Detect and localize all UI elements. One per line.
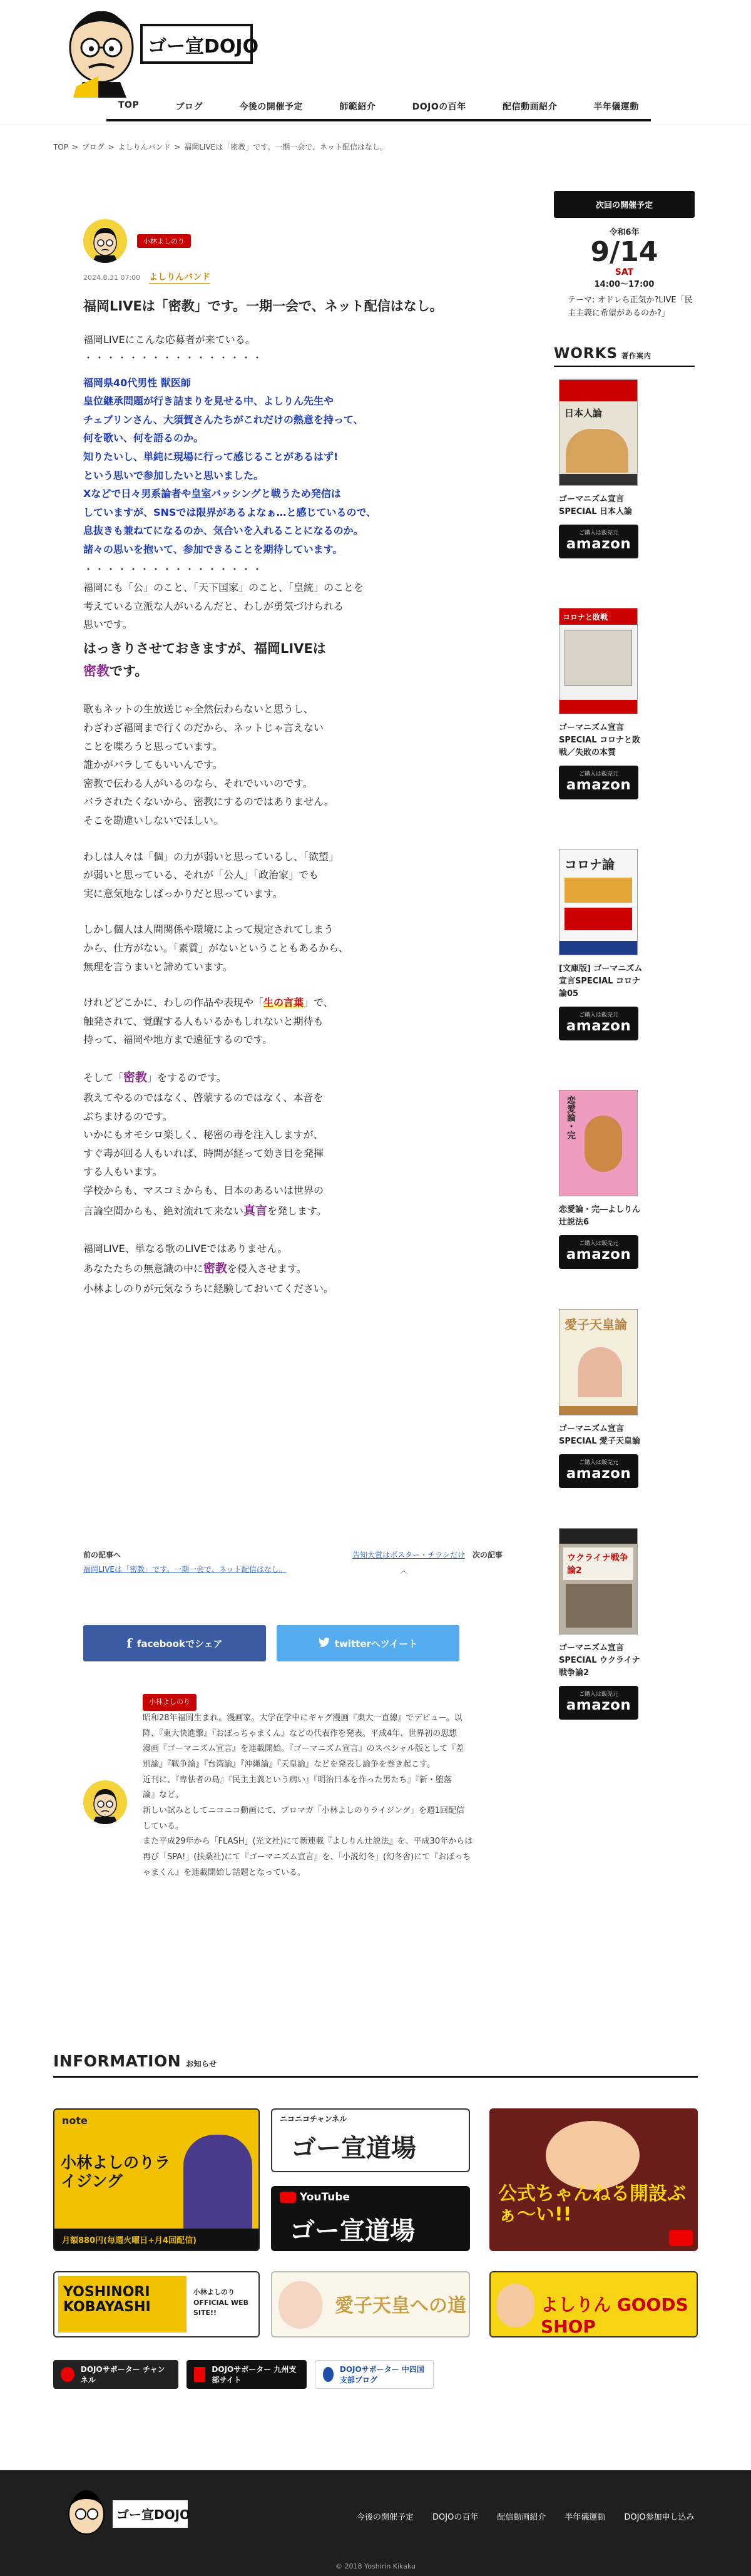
- text: ことを喋ろうと思っています。: [83, 740, 223, 752]
- text: 歌もネットの生放送じゃ全然伝わらないと思うし、: [83, 703, 314, 716]
- nico-label: ニコニコチャンネル: [280, 2115, 347, 2123]
- text: 考えている立派な人がいるんだと、わしが勇気づけられる: [83, 600, 344, 612]
- works-title: [554, 346, 695, 362]
- amazon-logo: amazon: [566, 777, 631, 794]
- book-list: [554, 367, 695, 1719]
- breadcrumb-sep: >: [108, 143, 115, 151]
- amazon-caption: ご購入は販売元: [578, 1691, 618, 1698]
- book-title[interactable]: ゴーマニズム宣言SPECIAL 愛子天皇論: [559, 1424, 641, 1447]
- book-cover[interactable]: [559, 1309, 638, 1415]
- svg-text:ゴー宣DOJO: ゴー宣DOJO: [116, 2507, 191, 2522]
- text: わしは人々は「個」の力が弱いと思っているし、「欲望」: [83, 850, 339, 863]
- twitter-share-button[interactable]: [277, 1625, 459, 1661]
- author-face-icon: [83, 1780, 127, 1824]
- paragraph: [83, 993, 484, 1049]
- amazon-button[interactable]: [559, 1007, 638, 1040]
- amazon-caption: ご購入は販売元: [578, 1241, 618, 1248]
- amazon-button[interactable]: [559, 1454, 638, 1488]
- official-channel-banner[interactable]: [489, 2108, 698, 2251]
- text: 誰かがバラしてもいいんです。: [83, 759, 223, 771]
- nico-channel-banner[interactable]: [271, 2108, 470, 2172]
- text: 」をするのです。: [147, 1071, 227, 1084]
- breadcrumb-current: 福岡LIVEは「密教」です。一期一会で、ネット配信はなし。: [184, 143, 388, 151]
- text: 持って、福岡や地方まで遠征するのです。: [83, 1034, 273, 1046]
- info-section-title: [53, 2052, 217, 2070]
- supporter-logo-icon: [61, 2367, 74, 2382]
- supporter-channel-link[interactable]: [53, 2360, 178, 2389]
- profile-line: している。: [143, 1821, 184, 1831]
- text: バラされたくないから、密教にするのではありません。: [83, 796, 334, 808]
- next-label: 次の記事: [472, 1551, 503, 1559]
- facebook-share-label: facebookでシェア: [136, 1638, 223, 1650]
- profile-line: 新しい試みとしてニコニコ動画にて、ブロマガ「小林よしのりライジング」を週1回配信: [143, 1806, 465, 1816]
- official-site-label: 小林よしのり OFFICIAL WEB SITE!!: [193, 2288, 249, 2317]
- author-row: [83, 219, 484, 263]
- book-title[interactable]: 恋愛論・完―よしりん辻説法6: [559, 1204, 641, 1228]
- highlight-text: 生の言葉: [263, 997, 304, 1009]
- emphasis-text: 密教: [203, 1261, 228, 1276]
- paragraph: [83, 848, 484, 903]
- nav-item-movement[interactable]: 半年儀運動: [593, 102, 639, 112]
- text: 密教で伝わる人がいるのなら、それでいいのです。: [83, 777, 313, 789]
- note-banner[interactable]: [53, 2108, 260, 2251]
- text: が弱いと思っている、それが「公人」「政治家」でも: [83, 869, 319, 881]
- site-footer: [0, 2470, 751, 2576]
- book-title[interactable]: ゴーマニズム宣言SPECIAL コロナと敗戦／失敗の本質: [559, 722, 641, 758]
- text: 福岡にも「公」のこと、「天下国家」のこと、「皇統」のことを: [83, 582, 364, 594]
- text: を侵入させます。: [227, 1263, 307, 1275]
- nav-item-videos[interactable]: 配信動画紹介: [503, 102, 558, 112]
- dots-divider: ・・・・・・・・・・・・・・・・: [83, 563, 264, 575]
- next-link[interactable]: 告知大賞はポスター・チラシだけ: [352, 1551, 466, 1559]
- event-era: 令和6年: [609, 228, 640, 237]
- info-divider: [53, 2076, 698, 2078]
- amazon-button[interactable]: [559, 766, 638, 799]
- event-day: SAT: [615, 267, 634, 278]
- nav-item-blog[interactable]: ブログ: [175, 102, 203, 112]
- lead-text: はっきりさせておきますが、福岡LIVEは: [83, 641, 326, 656]
- book-title[interactable]: ゴーマニズム宣言SPECIAL 日本人論: [559, 494, 633, 517]
- amazon-logo: amazon: [566, 1697, 631, 1714]
- youtube-logo: [280, 2191, 350, 2204]
- cover-title: 愛子天皇論: [565, 1316, 627, 1332]
- book-item[interactable]: [559, 1090, 646, 1269]
- profile-line: 昭和28年福岡生まれ。漫画家。大学在学中にギャグ漫画『東大一直線』でデビュー。以: [143, 1713, 462, 1723]
- text: から、仕方がない。「素質」がないということもあるから、: [83, 942, 349, 954]
- quote-line: チェブリンさん、大須賀さんたちがこれだけの熱意を持って、: [83, 413, 364, 426]
- dots-divider: ・・・・・・・・・・・・・・・・: [83, 352, 264, 364]
- amazon-logo: amazon: [566, 536, 631, 553]
- svg-text:ゴー宣DOJO: ゴー宣DOJO: [148, 36, 259, 58]
- text: 小林よしのりが元気なうちに経験しておいてください。: [83, 1283, 334, 1295]
- works-subheading: 著作案内: [621, 351, 652, 360]
- profile-line: また平成29年から「FLASH」(光文社)にて新連載『よしりん辻説法』を、平成30年からは: [143, 1837, 473, 1847]
- prev-label: 前の記事へ: [83, 1551, 121, 1559]
- breadcrumb-top[interactable]: TOP: [53, 143, 69, 151]
- works-heading: WORKS: [554, 345, 618, 362]
- chevron-up-icon: ︿: [399, 1566, 407, 1575]
- paragraph: [83, 1239, 484, 1298]
- amazon-button[interactable]: [559, 525, 638, 558]
- event-date: 9/14: [590, 236, 658, 268]
- text: 無理を言うまいと諦めています。: [83, 960, 233, 973]
- footer-nav-apply[interactable]: DOJO参加申し込み: [624, 2513, 695, 2522]
- profile-line: 論』など。: [143, 1790, 184, 1800]
- emphasis-text: 密教: [123, 1070, 148, 1084]
- profile-text: [143, 1694, 503, 1881]
- channel-title: 公式ちゃんねる開設ぶぁ〜い!!: [498, 2183, 686, 2225]
- book-cover[interactable]: [559, 1090, 638, 1196]
- quote-line: 福岡県40代男性 獣医師: [83, 376, 191, 389]
- nav-item-century[interactable]: DOJOの百年: [412, 102, 466, 112]
- nav-underline: [106, 119, 651, 121]
- supporter-chushikoku-label: DOJOサポーター 中四国支部ブログ: [339, 2365, 424, 2384]
- profile-line: 近刊に、『卑怯者の島』『民主主義という病い』『明治日本を作った男たち』『新・堕落: [143, 1775, 452, 1785]
- text: そこを勘違いしないでほしい。: [83, 814, 224, 826]
- site-logo[interactable]: [58, 4, 264, 98]
- text: すぐ毒が回る人もいれば、時間が経って効き目を発揮: [83, 1147, 324, 1159]
- amazon-button[interactable]: [559, 1235, 638, 1269]
- amazon-logo: amazon: [566, 1465, 631, 1482]
- aiko-banner[interactable]: [271, 2271, 470, 2337]
- cover-title: ウクライナ戦争論2: [563, 1547, 633, 1580]
- quote-line: Xなどで日々男系論者や皇室バッシングと戦うため発信は: [83, 488, 341, 500]
- footer-nav-schedule[interactable]: 今後の開催予定: [357, 2513, 414, 2522]
- supporter-channel-label: DOJOサポーター チャンネル: [80, 2365, 165, 2384]
- info-heading: INFORMATION: [53, 2052, 181, 2070]
- post-meta: [83, 270, 484, 284]
- sidebar: [554, 191, 695, 1719]
- text: 触発されて、覚醒する人もいるかもしれないと期待も: [83, 1015, 324, 1027]
- quote-line: 諸々の思いを抱いて、参加できることを期待しています。: [83, 543, 343, 556]
- text: わざわざ福岡まで行くのだから、ネットじゃ言えない: [83, 721, 324, 734]
- event-time: 14:00〜17:00: [594, 280, 655, 290]
- author-tag[interactable]: 小林よしのり: [137, 234, 191, 248]
- paragraph: [83, 920, 484, 976]
- quote-line: していますが、SNSでは限界があるよなぁ…と感じているので、: [83, 506, 377, 518]
- facebook-icon: f: [126, 1636, 132, 1651]
- twitter-bird-icon: [319, 1638, 330, 1650]
- supporter-kyushu-link[interactable]: [186, 2360, 307, 2389]
- book-item[interactable]: [559, 1309, 646, 1488]
- youtube-banner[interactable]: [271, 2186, 470, 2251]
- post-category[interactable]: よしりんバンド: [149, 270, 210, 284]
- main-nav: [110, 96, 648, 116]
- lead-emphasis: 密教: [83, 663, 110, 679]
- quote-block: [83, 374, 484, 559]
- note-portrait: [183, 2135, 252, 2229]
- breadcrumb: [53, 141, 389, 152]
- book-cover[interactable]: [559, 608, 638, 714]
- quote-line: 皇位継承問題が行き詰まりを見せる中、よしりん先生や: [83, 395, 334, 408]
- aiko-title: 愛子天皇への道: [335, 2295, 466, 2317]
- quote-line: という思いで参加したいと思いました。: [83, 469, 264, 481]
- text: いかにもオモシロ楽しく、秘密の毒を注入しますが、: [83, 1129, 324, 1141]
- paragraph: [83, 331, 484, 367]
- official-site-banner[interactable]: [53, 2271, 260, 2337]
- text: しかし個人は人間関係や環境によって規定されてしまう: [83, 923, 334, 936]
- book-item[interactable]: [559, 849, 646, 1040]
- footer-mascot-icon: [61, 2484, 193, 2543]
- supporter-logo-icon: [194, 2367, 205, 2382]
- text: 」で、: [304, 997, 334, 1009]
- nav-item-top[interactable]: TOP: [118, 100, 140, 110]
- profile-line: 漫画『ゴーマニズム宣言』を連載開始。『ゴーマニズム宣言』のスペシャル版として『差: [143, 1744, 464, 1754]
- post-body: [83, 331, 484, 1299]
- text: 教えてやるのではなく、啓蒙するのではなく、本音を: [83, 1092, 324, 1104]
- cover-title: コロナと敗戦: [559, 608, 637, 625]
- amazon-caption: ご購入は販売元: [578, 771, 618, 778]
- nico-title: ゴー宣道場: [291, 2133, 416, 2163]
- amazon-button[interactable]: [559, 1686, 638, 1720]
- profile-line: ゃまくん』を連載開始し話題となっている。: [143, 1867, 306, 1877]
- quote-line: 知りたいし、単純に現場に行って感じることがあるはず!: [83, 451, 339, 463]
- paragraph: [83, 1067, 484, 1222]
- footer-nav-century[interactable]: DOJOの百年: [432, 2513, 479, 2522]
- goods-mascot: [497, 2284, 534, 2327]
- quote-line: 息抜きも兼ねてになるのか、気合いを入れることになるのか。: [83, 525, 364, 537]
- book-cover[interactable]: [559, 849, 638, 955]
- text: を発します。: [267, 1204, 327, 1217]
- lead-text: です。: [110, 663, 148, 679]
- note-title: 小林よしのりライジング: [61, 2153, 171, 2190]
- nav-item-instructors[interactable]: 師範紹介: [339, 102, 376, 112]
- profile-line: 別論』『戦争論』『台湾論』『沖縄論』『天皇論』などを発表し論争を巻き起こす。: [143, 1759, 435, 1769]
- note-logo: note: [62, 2115, 88, 2127]
- quote-line: 何を歌い、何を語るのか。: [83, 432, 204, 444]
- amazon-caption: ご購入は販売元: [578, 530, 618, 537]
- book-cover[interactable]: [559, 379, 638, 486]
- supporter-chushikoku-link[interactable]: [315, 2360, 434, 2389]
- paragraph: [83, 700, 484, 829]
- prev-link[interactable]: 福岡LIVEは「密教」です。一期一会で、ネット配信はなし。: [83, 1565, 287, 1574]
- author-face-icon: [83, 219, 127, 263]
- supporter-logo-icon: [323, 2367, 334, 2382]
- facebook-share-button[interactable]: [83, 1625, 266, 1661]
- footer-nav: [357, 2510, 695, 2522]
- twitter-share-label: twitterへツイート: [334, 1638, 418, 1650]
- schedule-header[interactable]: 次回の開催予定: [554, 191, 695, 218]
- text: 福岡LIVE、単なる歌のLIVEではありません。: [83, 1242, 288, 1255]
- goods-title: よしりん GOODS SHOP: [541, 2294, 688, 2337]
- amazon-caption: ご購入は販売元: [578, 1460, 618, 1467]
- lead-paragraph: [83, 638, 484, 682]
- text: 言論空間からも、絶対流れて来ない: [83, 1204, 244, 1217]
- profile-tag[interactable]: 小林よしのり: [143, 1694, 197, 1711]
- breadcrumb-blog[interactable]: ブログ: [81, 143, 105, 151]
- article: [83, 219, 484, 1316]
- channel-mascot: [546, 2121, 640, 2190]
- logo-mascot-icon: [58, 4, 264, 98]
- book-item[interactable]: [559, 379, 646, 558]
- text: ぶちまけるのです。: [83, 1110, 173, 1122]
- aiko-portrait: [278, 2281, 322, 2329]
- cover-title: 恋愛論・完: [566, 1095, 576, 1139]
- site-header: [0, 0, 751, 125]
- text: 学校からも、マスコミからも、日本のあるいは世界の: [83, 1184, 324, 1196]
- emphasis-text: 真言: [243, 1203, 268, 1218]
- book-title[interactable]: [文庫版] ゴーマニズム宣言SPECIAL コロナ論05: [559, 963, 643, 999]
- amazon-logo: amazon: [566, 1246, 631, 1263]
- next-event[interactable]: [554, 225, 695, 321]
- prev-post[interactable]: [83, 1549, 287, 1574]
- supporter-kyushu-label: DOJOサポーター 九州支部サイト: [212, 2365, 297, 2384]
- text: 実に意気地なしばっかりだと思っています。: [83, 887, 283, 900]
- breadcrumb-sep: >: [71, 143, 78, 151]
- footer-nav-movement[interactable]: 半年儀運動: [565, 2513, 606, 2522]
- book-title[interactable]: ゴーマニズム宣言SPECIAL ウクライナ戦争論2: [559, 1643, 640, 1678]
- text: あなたたちの無意識の中に: [83, 1263, 204, 1275]
- profile-line: 再び「SPA!」(扶桑社)にて『ゴーマニズム宣言』を、「小説幻冬」(幻冬舎)にて『おぼっち: [143, 1852, 471, 1862]
- footer-logo[interactable]: [61, 2484, 193, 2543]
- text: そして「: [83, 1071, 124, 1084]
- yoshinori-title: YOSHINORI KOBAYASHI: [63, 2284, 151, 2316]
- paragraph: [83, 560, 484, 634]
- youtube-play-icon: [280, 2192, 296, 2203]
- cover-title: 日本人論: [565, 407, 603, 419]
- author-avatar: [83, 219, 127, 263]
- post-title: 福岡LIVEは「密教」です。一期一会で、ネット配信はなし。: [83, 299, 443, 314]
- text: する人もいます。: [83, 1166, 163, 1178]
- cover-title: コロナ論: [565, 856, 615, 872]
- book-item[interactable]: [559, 1528, 646, 1720]
- book-item[interactable]: [559, 608, 646, 799]
- event-theme: テーマ: オドレら正気か?LIVE「民主主義に希望があるのか?」: [568, 295, 693, 319]
- youtube-label: YouTube: [300, 2191, 350, 2204]
- note-price: 月額880円(毎週火曜日+月4回配信): [54, 2229, 258, 2250]
- text: 福岡LIVEにこんな応募者が来ている。: [83, 333, 255, 346]
- profile-avatar: [83, 1780, 127, 1824]
- info-subheading: お知らせ: [186, 2060, 217, 2068]
- text: 思いです。: [83, 618, 133, 631]
- copyright: © 2018 Yoshirin Kikaku: [335, 2562, 416, 2570]
- youtube-title: ゴー宣道場: [290, 2216, 415, 2245]
- youtube-play-icon: [669, 2230, 693, 2246]
- text: けれどどこかに、わしの作品や表現や「: [83, 997, 264, 1009]
- yoshinori-logo-block: [58, 2276, 186, 2332]
- amazon-logo: amazon: [566, 1018, 631, 1035]
- footer-nav-videos[interactable]: 配信動画紹介: [497, 2513, 546, 2522]
- breadcrumb-sep: >: [174, 143, 181, 151]
- breadcrumb-category[interactable]: よしりんバンド: [118, 143, 171, 151]
- goods-shop-banner[interactable]: [489, 2271, 698, 2337]
- amazon-caption: ご購入は販売元: [578, 1012, 618, 1019]
- nav-item-schedule[interactable]: 今後の開催予定: [239, 102, 303, 112]
- post-date: 2024.8.31 07:00: [83, 274, 141, 282]
- book-cover[interactable]: [559, 1528, 638, 1634]
- profile-line: 降、『東大快進撃』『おぼっちゃまくん』などの代表作を発表。平成4年、世界初の思想: [143, 1728, 457, 1738]
- next-post[interactable]: [352, 1549, 503, 1576]
